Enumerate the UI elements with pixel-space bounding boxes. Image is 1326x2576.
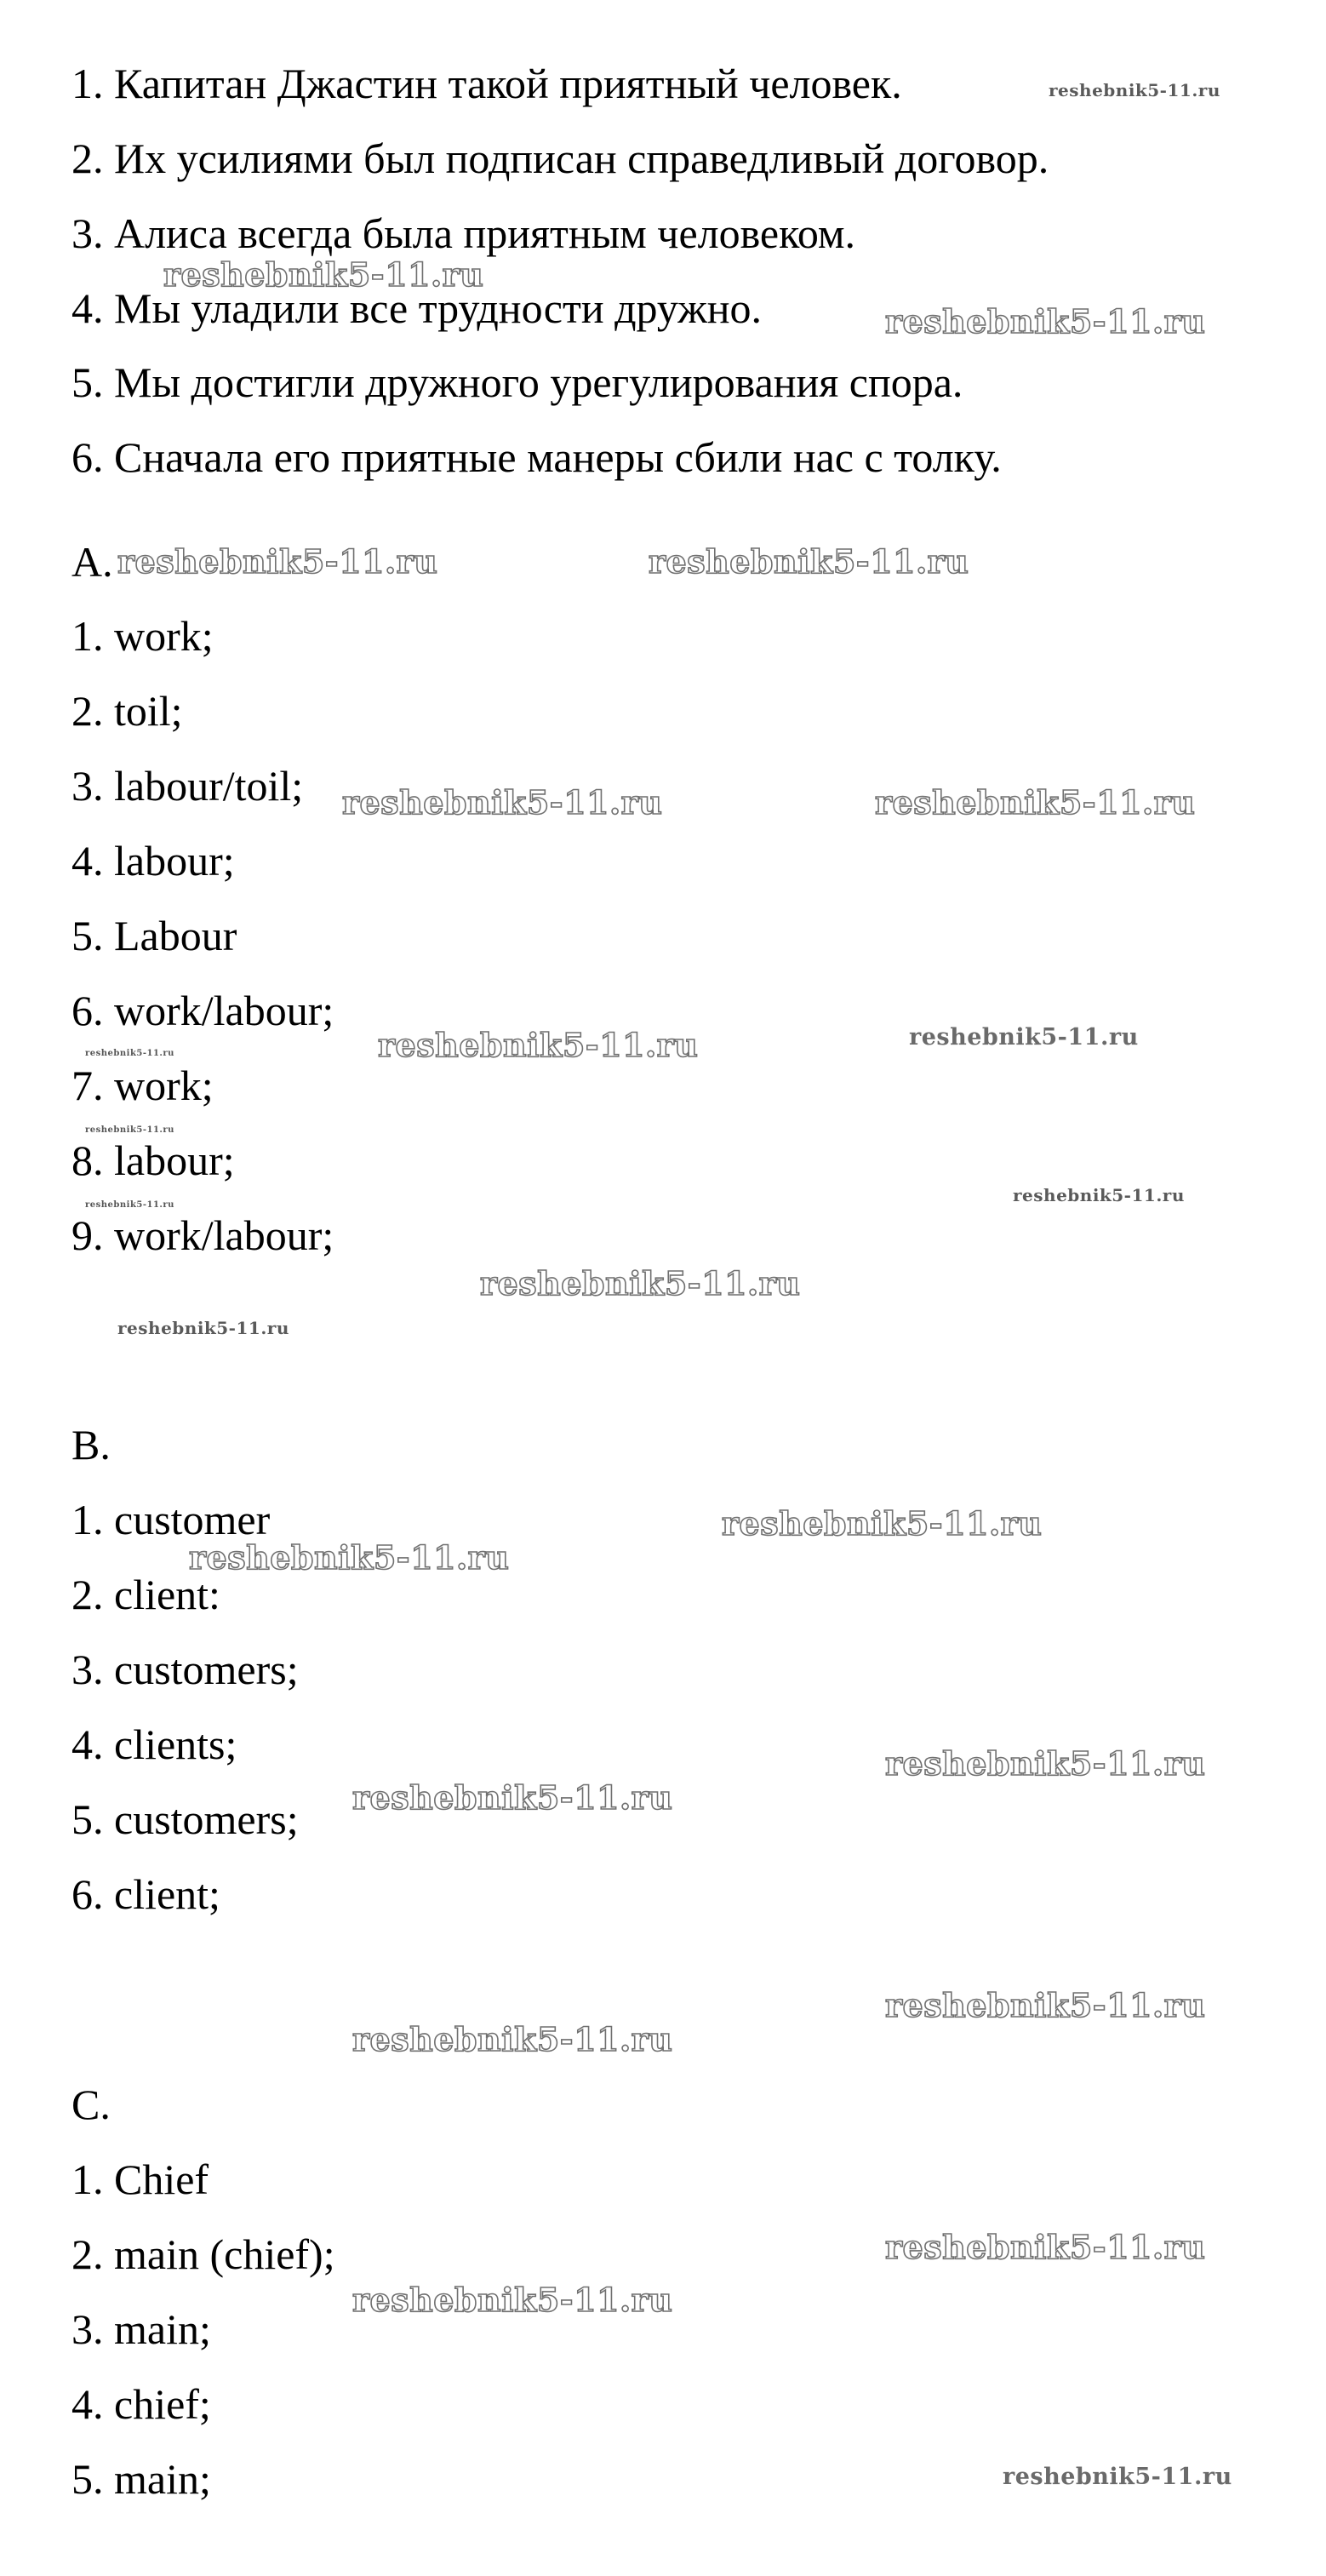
watermark: reshebnik5-11.ru [352, 1778, 673, 1817]
section-b-item: 4. clients; [71, 1720, 237, 1768]
section-a-item: 8. labour; [71, 1136, 235, 1184]
section-a-item: 1. work; [71, 612, 214, 660]
watermark: reshebnik5-11.ru [649, 542, 969, 581]
watermark: reshebnik5-11.ru [117, 1318, 289, 1338]
section-b-heading: B. [71, 1421, 111, 1468]
section-c-item: 2. main (chief); [71, 2230, 335, 2278]
russian-sentence: 5. Мы достигли дружного урегулирования спора. [71, 358, 963, 406]
section-c-item: 1. Chief [71, 2155, 209, 2203]
section-b-item: 1. customer [71, 1496, 271, 1543]
section-a-item: 6. work/labour; [71, 987, 334, 1034]
watermark: reshebnik5-11.ru [352, 2020, 673, 2058]
section-c-heading: C. [71, 2081, 111, 2128]
watermark: reshebnik5-11.ru [117, 542, 438, 581]
section-c-item: 4. chief; [71, 2380, 211, 2428]
russian-sentence: 2. Их усилиями был подписан справедливый договор. [71, 135, 1049, 182]
watermark: reshebnik5-11.ru [1049, 80, 1220, 100]
section-c-item: 3. main; [71, 2305, 211, 2353]
watermark: reshebnik5-11.ru [875, 783, 1196, 821]
russian-sentence: 4. Мы уладили все трудности дружно. [71, 284, 763, 332]
section-a-item: 9. work/labour; [71, 1211, 334, 1259]
section-a-item: 4. labour; [71, 837, 235, 884]
section-b-item: 3. customers; [71, 1646, 299, 1693]
section-a-item: 5. Labour [71, 912, 237, 959]
section-a-item: 7. work; [71, 1062, 214, 1109]
watermark: reshebnik5-11.ru [480, 1264, 801, 1302]
watermark: reshebnik5-11.ru [378, 1026, 699, 1064]
watermark: reshebnik5-11.ru [189, 1538, 510, 1577]
section-b-item: 6. client; [71, 1870, 220, 1918]
russian-sentence: 6. Сначала его приятные манеры сбили нас с толку. [71, 433, 1002, 481]
watermark: reshebnik5-11.ru [163, 255, 484, 294]
watermark: reshebnik5-11.ru [85, 1049, 174, 1058]
watermark: reshebnik5-11.ru [342, 783, 663, 821]
section-a-item: 2. toil; [71, 687, 183, 735]
watermark: reshebnik5-11.ru [909, 1024, 1139, 1050]
watermark: reshebnik5-11.ru [85, 1200, 174, 1210]
watermark: reshebnik5-11.ru [1003, 2464, 1232, 2490]
section-c-item: 5. main; [71, 2455, 211, 2503]
watermark: reshebnik5-11.ru [1013, 1185, 1185, 1205]
section-a-item: 3. labour/toil; [71, 762, 304, 810]
russian-sentence: 1. Капитан Джастин такой приятный человек. [71, 60, 902, 107]
section-a-heading: A. [71, 538, 113, 586]
watermark: reshebnik5-11.ru [885, 1744, 1206, 1783]
section-b-item: 2. client: [71, 1571, 220, 1618]
section-b-item: 5. customers; [71, 1795, 299, 1843]
watermark: reshebnik5-11.ru [352, 2281, 673, 2319]
watermark: reshebnik5-11.ru [85, 1125, 174, 1135]
watermark: reshebnik5-11.ru [885, 302, 1206, 341]
watermark: reshebnik5-11.ru [722, 1504, 1043, 1543]
russian-sentence: 3. Алиса всегда была приятным человеком. [71, 209, 856, 257]
watermark: reshebnik5-11.ru [885, 2228, 1206, 2266]
watermark: reshebnik5-11.ru [885, 1986, 1206, 2024]
